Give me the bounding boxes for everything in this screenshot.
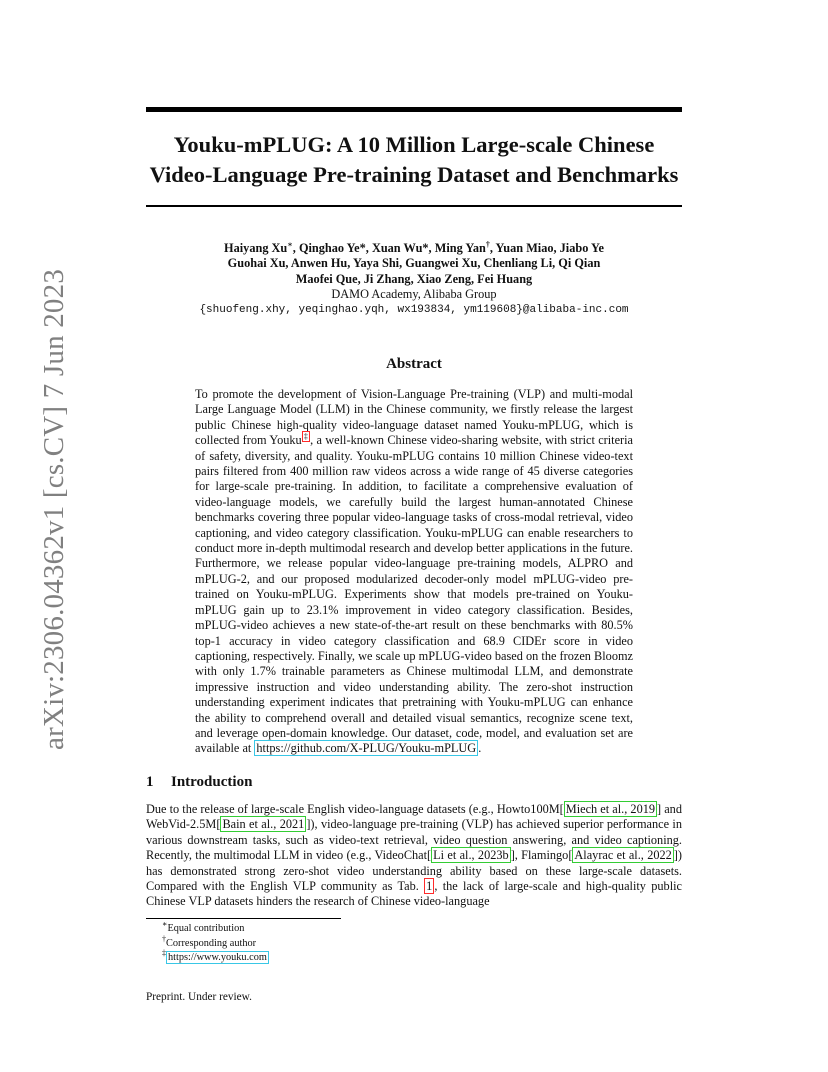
- section-number: 1: [146, 774, 154, 790]
- abstract-text: To promote the development of Vision-Language Pre-training (VLP) and multi-modal Large Language Model (LLM) in the Chinese community, we firstly release the largest public Chinese high-quality video-language dataset named Youku-mPLUG, which is collected from Youku: [195, 387, 633, 448]
- author-line-1: [146, 241, 682, 256]
- citation-link[interactable]: Bain et al., 2021: [222, 817, 305, 832]
- intro-text: , the lack of large-scale and high-quality public Chinese VLP datasets hinders the research of Chinese video-language: [146, 879, 682, 909]
- table-ref-link[interactable]: 1: [426, 879, 433, 894]
- section-heading: [146, 774, 252, 791]
- footnotes: [162, 919, 269, 966]
- author-text: Haiyang Xu: [224, 241, 288, 255]
- author-text: , Qinghao Ye*, Xuan Wu*, Ming Yan: [292, 241, 486, 255]
- introduction-body: [146, 802, 682, 910]
- intro-text: ], Flamingo[: [510, 848, 573, 863]
- footnote-text: Equal contribution: [167, 923, 245, 934]
- title-bottom-rule: [146, 205, 682, 207]
- footnote: [162, 948, 269, 966]
- author-text: , Yuan Miao, Jiabo Ye: [489, 241, 604, 255]
- footnote-mark: ∗: [162, 919, 168, 929]
- footnote-mark: †: [162, 934, 166, 944]
- footnote-text: Corresponding author: [166, 937, 257, 949]
- youku-link[interactable]: https://www.youku.com: [168, 952, 267, 964]
- footnote: [162, 934, 269, 952]
- footnote: [162, 919, 269, 937]
- intro-text: ]) has demonstrated strong zero-shot video understanding ability based on these large-scale datasets. Compared with the English VLP community as Tab.: [146, 848, 682, 894]
- footnote-rule: [146, 918, 341, 919]
- paper-title: [146, 130, 682, 190]
- abstract-text: , a well-known Chinese video-sharing website, with strict criteria of safety, diversity, and quality. Youku-mPLUG contains 10 million Chinese video-text pairs filtered from 400 million raw videos across a wide range of 45 diverse categories for large-scale pre-training. In addition, to facilitate a comprehensive evaluation of video-language models, we carefully build the largest human-annotated Chinese benchmarks covering three popular video-language tasks of cross-modal retrieval, video captioning, and video category classification. Youku-mPLUG can enable researchers to conduct more in-depth multimodal research and develop better applications in the future. Furthermore, we release popular video-language pre-training models, ALPRO and mPLUG-2, and our proposed modularized decoder-only model mPLUG-video pre-trained on Youku-mPLUG. Experiments show that models pre-trained on Youku-mPLUG gain up to 23.1% improvement in video category classification. Besides, mPLUG-video achieves a new state-of-the-art result on these benchmarks with 80.5% top-1 accuracy in video category classification and 68.9 CIDEr score in video captioning, respectively. Finally, we scale up mPLUG-video based on the frozen Bloomz with only 1.7% trainable parameters as Chinese multimodal LLM, and demonstrate impressive instruction and video understanding ability. The zero-shot instruction understanding experiment indicates that pretraining with Youku-mPLUG can enhance the ability to comprehend overall and detailed visual semantics, recognize scene text, and leverage open-domain knowledge. Our dataset, code, model, and evaluation set are available at: [195, 433, 634, 756]
- intro-text: Due to the release of large-scale English video-language datasets (e.g., Howto100M[: [146, 802, 564, 816]
- author-mark: †: [485, 239, 490, 249]
- section-title: Introduction: [171, 774, 253, 790]
- intro-text: ]), video-language pre-training (VLP) has achieved superior performance in various downstream tasks, such as video-text retrieval, video question answering, and video captioning. Recently, the multimodal LLM in video (e.g., VideoChat[: [146, 817, 682, 863]
- citation-link[interactable]: Alayrac et al., 2022: [574, 848, 672, 863]
- author-mark: ∗: [287, 239, 293, 249]
- abstract-heading: Abstract: [386, 356, 442, 372]
- author-line-3: Maofei Que, Ji Zhang, Xiao Zeng, Fei Huang: [295, 271, 533, 286]
- title-line-1: Youku-mPLUG: A 10 Million Large-scale Chinese: [173, 132, 655, 157]
- abstract-body: [195, 387, 633, 757]
- author-block: [146, 241, 682, 318]
- title-line-2: Video-Language Pre-training Dataset and Benchmarks: [149, 162, 679, 187]
- citation-link[interactable]: Li et al., 2023b: [433, 848, 509, 863]
- title-top-rule: [146, 107, 682, 112]
- intro-text: ] and WebVid-2.5M[: [146, 802, 682, 832]
- arxiv-identifier: arXiv:2306.04362v1 [cs.CV] 7 Jun 2023: [38, 268, 70, 750]
- author-line-2: Guohai Xu, Anwen Hu, Yaya Shi, Guangwei Xu, Chenliang Li, Qi Qian: [227, 256, 601, 271]
- github-link[interactable]: https://github.com/X-PLUG/Youku-mPLUG: [256, 741, 477, 756]
- abstract-text: .: [478, 741, 482, 756]
- footnote-mark: ‡: [162, 948, 166, 958]
- footnote-ref-youku[interactable]: ‡: [303, 432, 309, 442]
- preprint-notice: Preprint. Under review.: [146, 991, 252, 1003]
- author-emails: {shuofeng.xhy, yeqinghao.yqh, wx193834, ym119608}@alibaba-inc.com: [199, 303, 629, 316]
- citation-link[interactable]: Miech et al., 2019: [565, 802, 656, 816]
- affiliation: DAMO Academy, Alibaba Group: [331, 287, 497, 302]
